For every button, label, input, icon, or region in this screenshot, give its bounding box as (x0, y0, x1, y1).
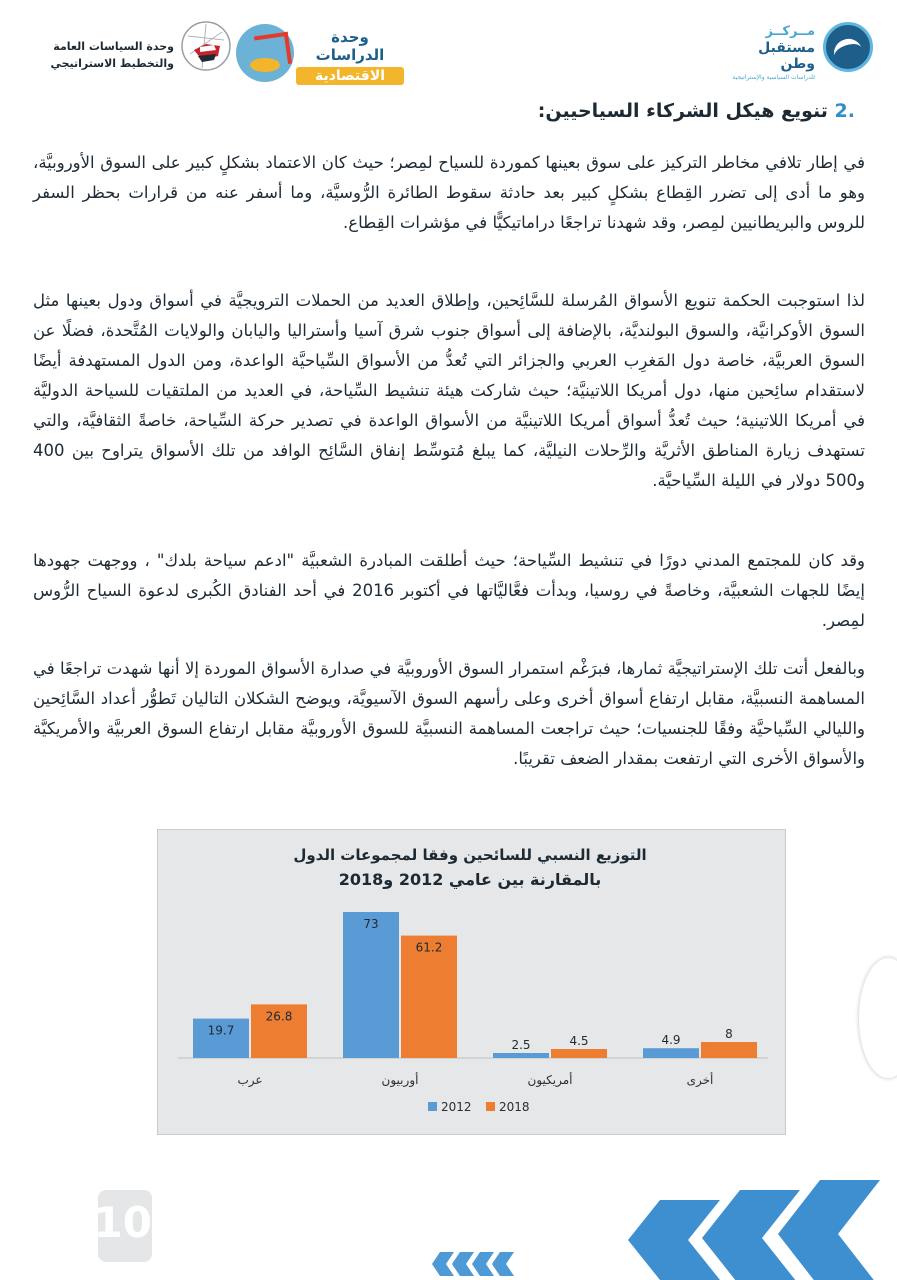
page-number-tile (93, 1190, 152, 1262)
legend-label-2012: 2012 (441, 1100, 472, 1114)
paragraph-4: وبالفعل أتت تلك الإستراتيجيَّة ثمارها، فبرَغْم استمرار السوق الأوروبيَّة في صدارة الأسواق الموردة إلا أنها شهدت تراجعًا في المساهمة النسبيَّة، مقابل ارتفاع أسواق أخرى وعلى رأسهم السوق الآسيويَّة، ويوضح الشكلان التاليان تَطوُّر أعداد السَّائِحين والليالي السِّياحيَّة وفقًا للجنسيات؛ حيث تراجعت المساهمة النسبيَّة للسوق الأوروبيَّة مقابل ارتفاع السوق العربيَّة والأمريكيَّة والأسواق الأخرى التي ارتفعت بمقدار الضعف تقريبًا. (33, 659, 865, 768)
category-label-1: أوربيون (381, 1073, 419, 1087)
growth-chart-icon (236, 24, 294, 82)
data-label-2018-0: 26.8 (265, 1009, 293, 1024)
data-label-2012-3: 4.9 (661, 1033, 681, 1048)
bar-2018-2 (551, 1049, 607, 1058)
paragraph-1: في إطار تلافي مخاطر التركيز على سوق بعينها كموردة للسياح لمِصر؛ حيث كان الاعتماد بشكلٍ كبير على السوق الأوروبيَّة، وهو ما أدى إلى تضرر القِطاع بشكلٍ كبير بعد حادثة سقوط الطائرة الرُّوسيَّة، وما أسفر عنه من قرارات بحظر السفر للروس والبريطانيين لمِصر، وقد شهدنا تراجعًا دراماتيكيًّا في مؤشرات القِطاع. (33, 153, 865, 232)
bar-2012-2 (493, 1053, 549, 1058)
policy-logo-line2: والتخطيط الاستراتيجي (50, 57, 174, 70)
data-label-2018-3: 8 (725, 1027, 733, 1041)
side-scroll-tab[interactable] (859, 958, 897, 1078)
yemen-map-network-icon (180, 20, 232, 72)
section-number: .2 (834, 100, 855, 122)
data-label-2012-0: 19.7 (207, 1023, 235, 1038)
paragraph-2: لذا استوجبت الحكمة تنويع الأسواق المُرسلة للسَّائِحين، وإطلاق العديد من الحملات الترويجيَّة في أسواق ودول بعينها مثل السوق الأوكرانيَّة، والسوق البولنديَّة، بالإضافة إلى أسواق جنوب شرق آسيا وأستراليا واليابان والولايات المُتَّحدة، فضلًا عن السوق العربيَّة، خاصة دول المَغرِب العربي والجزائر التي تُعدُّ من الأسواق السِّياحيَّة الواعدة، ومن الدول المستهدفة أيضًا لاستقدام سائِحين منها، دول أمريكا اللاتينيَّة؛ حيث شاركت هيئة تنشيط السِّياحة، في العديد من الملتقيات للسياحة الدوليَّة في أمريكا اللاتينية؛ حيث تُعدُّ أسواق أمريكا اللاتينيَّة من الأسواق الواعدة في تصدير حركة السِّياحة، خاصةً الثقافيَّة، والتي تستهدف زيارة المناطق الأثريَّة والرِّحلات النيليَّة، كما يبلغ مُتوسِّط إنفاق السَّائِح الوافد من تلك الأسواق يتراوح بين 400 و500 دولار في الليلة السِّياحيَّة. (33, 291, 865, 490)
data-label-2018-1: 61.2 (415, 940, 443, 955)
econ-logo-line1: وحدة الدراسات (315, 28, 385, 64)
logo-top-text: مــركــز (765, 24, 815, 39)
chart-title-line2: بالمقارنة بين عامي 2012 و2018 (338, 870, 602, 889)
data-label-2018-2: 4.5 (569, 1034, 589, 1048)
bar-2018-3 (701, 1042, 757, 1058)
page-number: 10 (93, 1198, 152, 1247)
chart-svg (158, 830, 785, 1134)
chart-title-line1: التوزيع النسبي للسائحين وفقا لمجموعات الدول (293, 846, 647, 864)
mostaqbal-watan-logo (721, 14, 873, 84)
data-label-2012-2: 2.5 (511, 1038, 531, 1052)
economic-studies-logo (236, 20, 406, 88)
econ-logo-line2: الاقتصادية (296, 67, 404, 85)
legend-swatch-2012 (428, 1102, 437, 1111)
bar-2012-1 (343, 912, 399, 1058)
bar-2012-3 (643, 1048, 699, 1058)
logo-name-text: مستقبل وطن (758, 40, 815, 72)
logo-sub-text: للدراسات السياسية والإستراتيجية (732, 74, 815, 81)
legend-swatch-2018 (486, 1102, 495, 1111)
tourist-distribution-chart (157, 829, 786, 1135)
section-title-text: تنويع هيكل الشركاء السياحيين: (537, 100, 828, 122)
public-policy-logo (22, 20, 232, 80)
legend-label-2018: 2018 (499, 1100, 530, 1114)
category-label-2: أمريكيون (527, 1073, 573, 1087)
policy-logo-line1: وحدة السياسات العامة (53, 40, 174, 53)
page-header (0, 0, 897, 100)
category-label-0: عرب (237, 1073, 263, 1087)
falcon-logo-icon (823, 22, 873, 72)
footer-chevrons-decoration (420, 1160, 897, 1280)
paragraph-3: وقد كان للمجتمع المدني دورًا في تنشيط السِّياحة؛ حيث أطلقت المبادرة الشعبيَّة "ادعم سياحة بلدك" ، ووجهت جهودها إيضًا للجهات الشعبيَّة، وخاصةً في روسيا، وبدأت فعَّاليَّاتها في أكتوبر 2016 في أحد الفنادق الكُبرى لدعوة السياح الرُّوس لمِصر. (33, 551, 865, 630)
data-label-2012-1: 73 (363, 917, 379, 931)
section-title (295, 100, 855, 122)
category-label-3: أخرى (686, 1073, 714, 1087)
